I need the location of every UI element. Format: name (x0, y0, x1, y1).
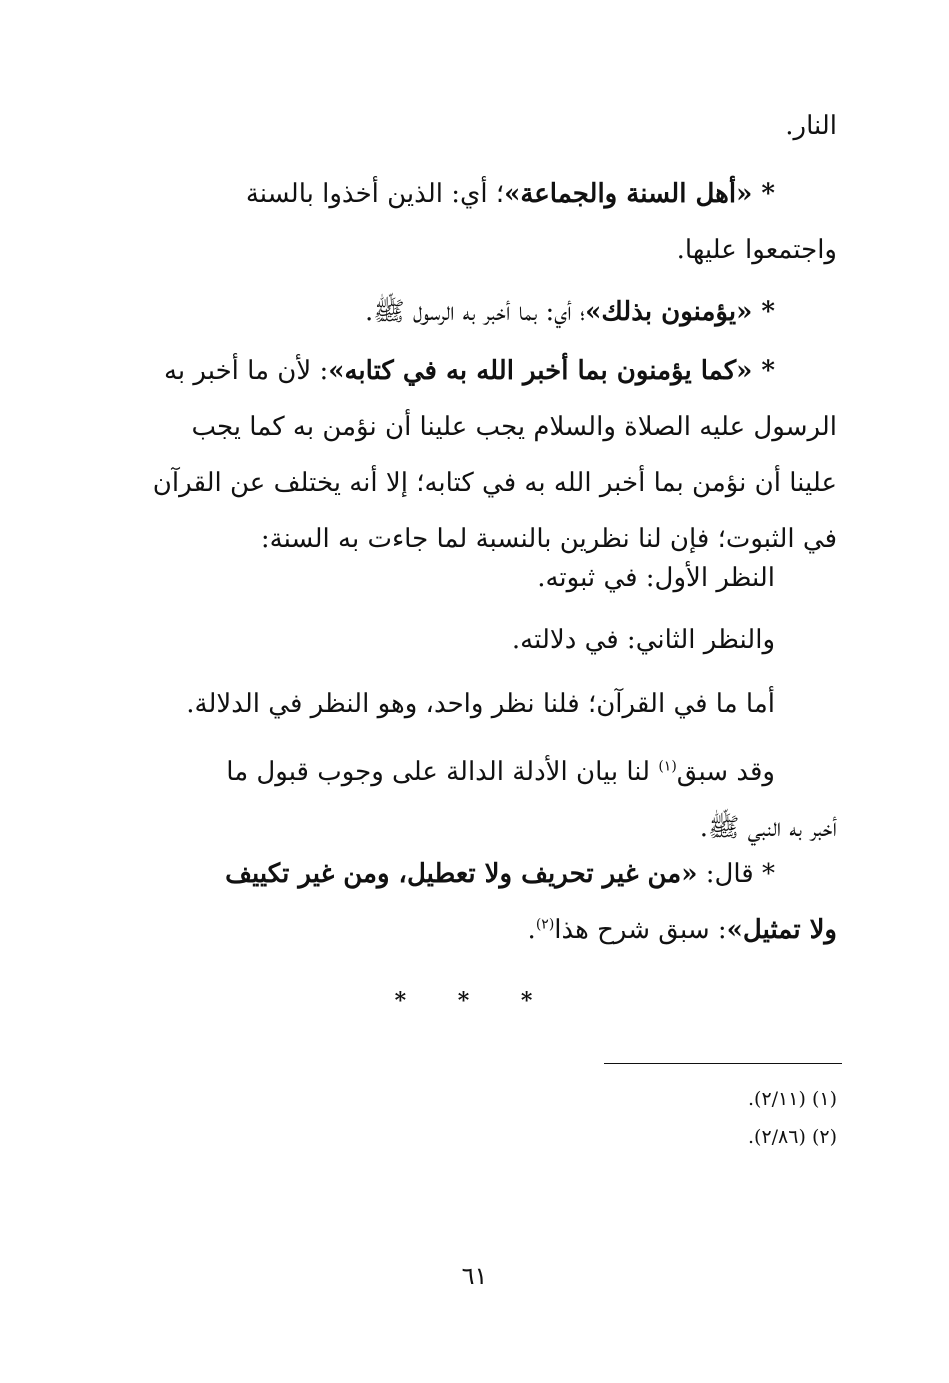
explanation-text: : لأن ما أخبر به (163, 356, 329, 386)
page-number: ٦١ (461, 1262, 488, 1290)
paragraph-qal (131, 846, 837, 958)
footnote-marker: (١) (658, 758, 677, 775)
footnote-number: (١) (811, 1088, 837, 1110)
paragraph-nazar-thani (131, 612, 837, 668)
quoted-term: * «يؤمنون بذلك» (585, 297, 775, 327)
footnote-number: (٢) (811, 1126, 837, 1148)
text-line: والنظر الثاني: في دلالته. (511, 625, 775, 655)
text-line: الرسول عليه الصلاة والسلام يجب علينا أن نؤمن به كما يجب (191, 412, 837, 442)
paragraph-wa-qad-sabaq (131, 744, 837, 856)
footnote-divider (604, 1063, 842, 1064)
section-separator: * * * (394, 988, 555, 1014)
text-line: واجتمعوا عليها. (676, 235, 837, 265)
footnotes (748, 1080, 837, 1156)
footnote-reference: (٢/١١). (747, 1088, 806, 1110)
text-line (131, 902, 837, 958)
text-line (131, 166, 837, 222)
text-fragment: . (527, 915, 536, 945)
quoted-term: ولا تمثيل» (726, 915, 837, 945)
paragraph-ahl-sunnah (131, 166, 837, 278)
paragraph-continuation (131, 98, 837, 154)
text-line: أخبر به النبي ﷺ. (699, 813, 837, 843)
text-line: علينا أن نؤمن بما أخبر الله به في كتابه؛ إلا أنه يختلف عن القرآن (152, 468, 837, 498)
paragraph-quran (131, 676, 837, 732)
paragraph-yuminun (131, 284, 837, 340)
footnote-2 (748, 1118, 837, 1156)
text-line: النار. (785, 111, 837, 141)
explanation-text: ؛ أي: بما أخبر به الرسول ﷺ. (365, 297, 586, 327)
text-line: في الثبوت؛ فإن لنا نظرين بالنسبة لما جاءت به السنة: (260, 524, 837, 554)
text-fragment: : سبق شرح هذا (554, 915, 727, 945)
paragraph-nazar-awwal (131, 550, 837, 606)
text-line (131, 343, 837, 399)
text-line: أما ما في القرآن؛ فلنا نظر واحد، وهو النظر في الدلالة. (186, 689, 775, 719)
text-fragment: لنا بيان الأدلة الدالة على وجوب قبول ما (226, 757, 659, 787)
text-line (131, 744, 837, 800)
text-fragment: وقد سبق (676, 757, 775, 787)
footnote-1 (748, 1080, 837, 1118)
footnote-marker: (٢) (535, 916, 555, 933)
text-line: النظر الأول: في ثبوته. (537, 563, 775, 593)
explanation-text: ؛ أي: الذين أخذوا بالسنة (245, 179, 505, 209)
quoted-term: * «أهل السنة والجماعة» (504, 179, 775, 209)
footnote-reference: (٢/٨٦). (747, 1126, 806, 1148)
paragraph-kama-yuminun (131, 343, 837, 567)
text-line (131, 284, 837, 340)
text-fragment: * قال: (697, 859, 775, 889)
quoted-term: «من غير تحريف ولا تعطيل، ومن غير تكييف (225, 859, 698, 889)
text-line (131, 846, 837, 902)
quoted-term: * «كما يؤمنون بما أخبر الله به في كتابه» (328, 356, 775, 386)
